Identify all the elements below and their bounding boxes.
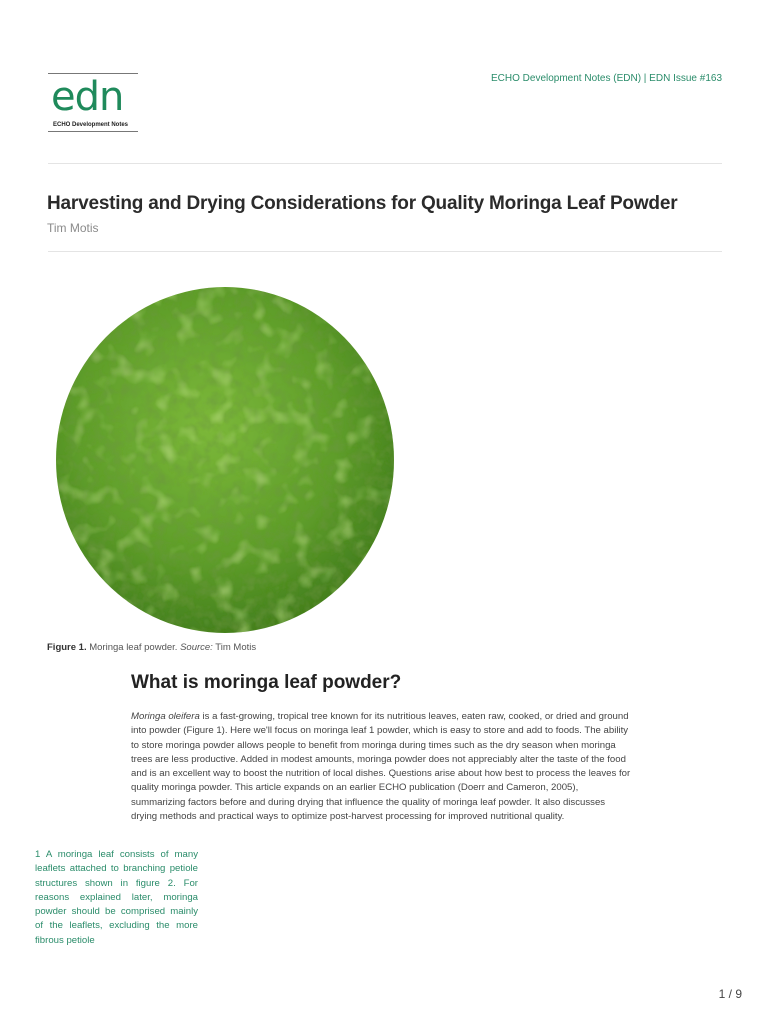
logo-subtitle: ECHO Development Notes <box>53 122 129 128</box>
header-divider <box>48 163 722 164</box>
article-title: Harvesting and Drying Considerations for Quality Moringa Leaf Powder <box>47 193 678 214</box>
issue-header[interactable]: ECHO Development Notes (EDN) | EDN Issue #163 <box>490 73 722 84</box>
figure-label: Figure 1. <box>47 642 87 653</box>
species-name: Moringa oleifera <box>131 711 200 722</box>
figure-caption <box>47 642 256 653</box>
section-paragraph <box>131 710 633 824</box>
footnote: 1 A moringa leaf consists of many leaflets attached to branching petiole structures shown in figure 2. For reasons explained later, moringa powder should be comprised mainly of the leaflets, excluding the more fibrous petiole <box>35 849 198 946</box>
paragraph-text: is a fast-growing, tropical tree known for its nutritious leaves, eaten raw, cooked, or dried and ground into powder (Figure 1). Here we'll focus on moringa leaf 1 powder, which is easy to store and add to foods. The ability to store moringa powder allows people to benefit from moringa during times such as the dry season when moringa trees are less productive. Added in modest amounts, moringa powder does not appreciably alter the taste of the food and is an excellent way to boost the nutrition of local dishes. Questions arise about how best to process the leaves for quality moringa powder. This article expands on an earlier ECHO publication (Doerr and Cameron, 2005), summarizing factors before and during drying that influence the quality of moringa leaf powder. It also discusses drying methods and practical ways to optimize post-harvest processing for improved nutritional quality. <box>131 711 631 823</box>
logo-mark: edn <box>51 74 124 120</box>
section-heading: What is moringa leaf powder? <box>131 672 402 693</box>
page-number: 1 / 9 <box>718 987 742 1001</box>
figure-source-label: Source: <box>180 642 213 653</box>
article-author: Tim Motis <box>47 221 99 235</box>
figure-source: Tim Motis <box>215 642 257 653</box>
figure-caption-text: Moringa leaf powder. <box>89 642 178 653</box>
title-divider <box>48 251 722 252</box>
moringa-powder-photo <box>55 286 395 634</box>
edn-logo <box>48 73 138 133</box>
logo-bottom-rule <box>48 131 138 132</box>
